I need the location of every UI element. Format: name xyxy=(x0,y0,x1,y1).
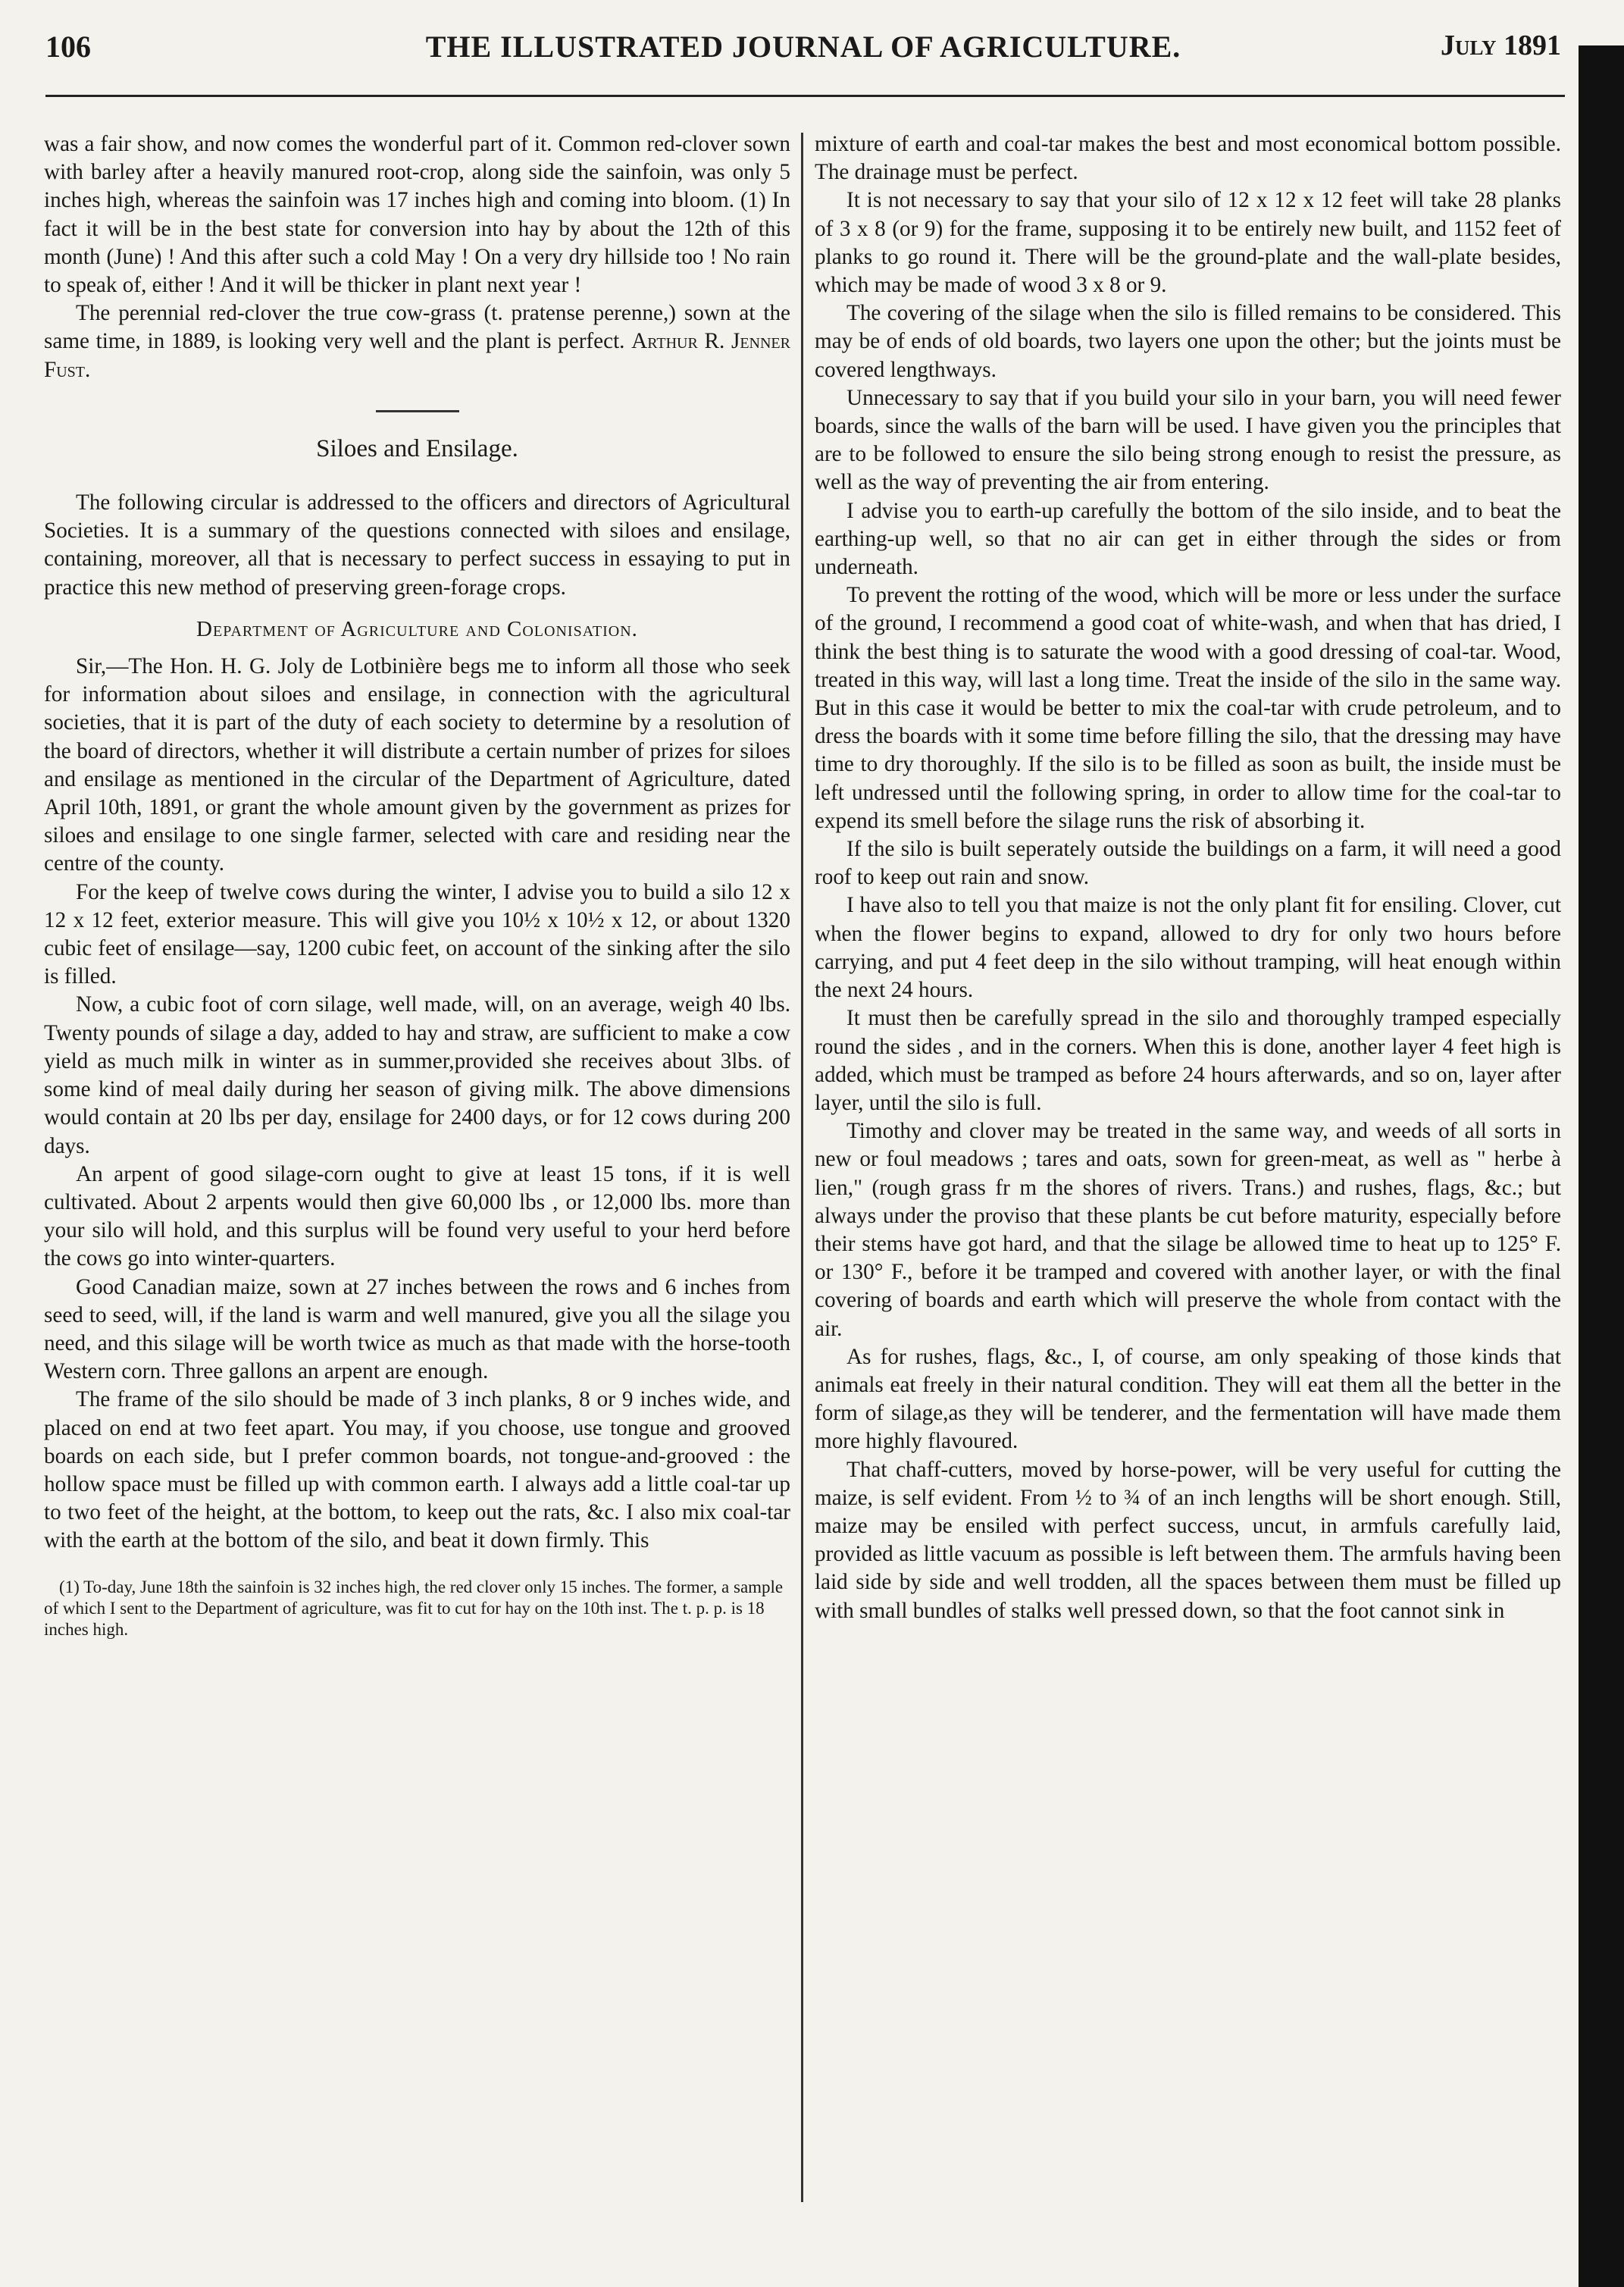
paragraph: Sir,—The Hon. H. G. Joly de Lotbinière begs me to inform all those who seek for information about siloes and ensilage, in connection with the agricultural societies, that it is part of the duty of each society to determine by a resolution of the board of directors, whether it will distribute a certain number of prizes for siloes and ensilage as mentioned in the circular of the Department of Agriculture, dated April 10th, 1891, or grant the whole amount given by the government as prizes for siloes and ensilage to one single farmer, selected with care and residing near the centre of the county. xyxy=(44,654,790,876)
paragraph-text: The perennial red-clover the true cow-grass (t. pratense perenne,) sown at the same time, in 1889, is looking very well and the plant is perfect. xyxy=(44,301,790,354)
page-edge-shadow xyxy=(1579,45,1624,2287)
section-rule xyxy=(376,410,459,412)
right-column xyxy=(815,130,1561,1625)
journal-title: THE ILLUSTRATED JOURNAL OF AGRICULTURE. xyxy=(425,30,1181,64)
paragraph: Timothy and clover may be treated in the same way, and weeds of all sorts in new or foul meadows ; tares and oats, sown for green-meat, as well as " herbe à lien," (rough grass fr m the shores of rivers. Trans.) and rushes, flags, &c.; but always under the proviso that these plants be cut before maturity, especially before their stems have got hard, and that the silage be allowed time to heat up to 125° F. or 130° F., before it be tramped and covered with another layer, or with the final covering of boards and earth which will preserve the whole from contact with the air. xyxy=(815,1119,1561,1341)
paragraph: For the keep of twelve cows during the winter, I advise you to build a silo 12 x 12 x 12 feet, exterior measure. This will give you 10½ x 10½ x 12, or about 1320 cubic feet of ensilage—say, 1200 cubic feet, on account of the sinking after the silo is filled. xyxy=(44,879,790,989)
paragraph: That chaff-cutters, moved by horse-power, will be very useful for cutting the maize, is self evident. From ½ to ¾ of an inch lengths will be short enough. Still, maize may be ensiled with perfect success, uncut, in armfuls carefully laid, provided as little vacuum as possible is left between them. The armfuls having been laid side by side and well trodden, all the spaces between them must be filled up with small bundles of stalks well pressed down, so that the foot cannot sink in xyxy=(815,1457,1561,1623)
paragraph xyxy=(44,299,790,384)
footnote-text: (1) To-day, June 18th the sainfoin is 32 inches high, the red clover only 15 inches. The former, a sample of which I sent to the Department of agriculture, was fit to cut for hay on the 10th inst. The t. p. p. is 18 inches high. xyxy=(44,1577,784,1639)
footnote xyxy=(44,1577,790,1640)
paragraph: The frame of the silo should be made of 3 inch planks, 8 or 9 inches wide, and placed on end at two feet apart. You may, if you choose, use tongue and grooved boards on each side, but I prefer common boards, not tongue-and-grooved : the hollow space must be filled up with common earth. I always add a little coal-tar up to two feet of the height, at the bottom, to keep out the rats, &c. I also mix coal-tar with the earth at the bottom of the silo, and beat it down firmly. This xyxy=(44,1387,790,1553)
paragraph: was a fair show, and now comes the wonderful part of it. Common red-clover sown with barley after a heavily manured root-crop, along side the sainfoin, was only 5 inches high, whereas the sainfoin was 17 inches high and coming into bloom. (1) In fact it will be in the best state for conversion into hay by about the 12th of this month (June) ! And this after such a cold May ! On a very dry hillside too ! No rain to speak of, either ! And it will be thicker in plant next year ! xyxy=(44,132,790,298)
paragraph: I have also to tell you that maize is not the only plant fit for ensiling. Clover, cut when the flower begins to expand, allowed to dry for only two hours before carrying, and put 4 feet deep in the silo without tramping, will heat enough within the next 24 hours. xyxy=(815,893,1561,1003)
page-header xyxy=(45,29,1561,74)
paragraph: Good Canadian maize, sown at 27 inches between the rows and 6 inches from seed to seed, will, if the land is warm and well manured, give you all the silage you need, and this silage will be worth twice as much as that made with the horse-tooth Western corn. Three gallons an arpent are enough. xyxy=(44,1274,790,1384)
paragraph: To prevent the rotting of the wood, which will be more or less under the surface of the ground, I recommend a good coat of white-wash, and when that has dried, I think the best thing is to saturate the wood with a good dressing of coal-tar. Wood, treated in this way, will last a long time. Treat the inside of the silo in the same way. But in this case it would be better to mix the coal-tar with crude petroleum, and to dress the boards with it some time before filling the silo, that the dressing may have time to dry thoroughly. If the silo is to be filled as soon as built, the inside must be left undressed until the following spring, in order to allow time for the coal-tar to expend its smell before the silage runs the risk of absorbing it. xyxy=(815,583,1561,833)
paragraph: As for rushes, flags, &c., I, of course, am only speaking of those kinds that animals eat freely in their natural condition. They will eat them all the better in the form of silage,as they will be tenderer, and the fermentation will have made them more highly flavoured. xyxy=(815,1344,1561,1454)
issue-date: July 1891 xyxy=(1440,30,1561,61)
paragraph: It must then be carefully spread in the silo and thoroughly tramped especially round the sides , and in the corners. When this is done, another layer 4 feet high is added, which must be tramped as before 24 hours afterwards, and so on, layer after layer, until the silo is full. xyxy=(815,1006,1561,1115)
paragraph: The covering of the silage when the silo is filled remains to be considered. This may be of ends of old boards, two layers one upon the other; but the joints must be covered lengthways. xyxy=(815,301,1561,382)
page-number: 106 xyxy=(45,30,91,64)
paragraph: An arpent of good silage-corn ought to give at least 15 tons, if it is well cultivated. About 2 arpents would then give 60,000 lbs , or 12,000 lbs. more than your silo will hold, and this surplus will be found very useful to your herd before the cows go into winter-quarters. xyxy=(44,1161,790,1271)
paragraph: Now, a cubic foot of corn silage, well made, will, on an average, weigh 40 lbs. Twenty pounds of silage a day, added to hay and straw, are sufficient to make a cow yield as much milk in winter as in summer,provided she receives about 3lbs. of some kind of meal daily during her season of giving milk. The above dimensions would contain at 20 lbs per day, ensilage for 2400 days, or for 12 cows during 200 days. xyxy=(44,992,790,1158)
paragraph: mixture of earth and coal-tar makes the best and most economical bottom possible. The drainage must be perfect. xyxy=(815,132,1561,185)
paragraph: The following circular is addressed to the officers and directors of Agricultural Societies. It is a summary of the questions connected with siloes and ensilage, containing, moreover, all that is necessary to perfect success in essaying to put in practice this new method of preserving green-forage crops. xyxy=(44,490,790,600)
left-column xyxy=(44,130,790,1640)
paragraph: If the silo is built seperately outside the buildings on a farm, it will need a good roof to keep out rain and snow. xyxy=(815,837,1561,890)
column-divider xyxy=(801,133,803,2202)
header-rule xyxy=(45,95,1565,97)
paragraph: It is not necessary to say that your silo of 12 x 12 x 12 feet will take 28 planks of 3 x 8 (or 9) for the frame, supposing it to be entirely new built, and 1152 feet of planks to go round it. There will be the ground-plate and the wall-plate besides, which may be made of wood 3 x 8 or 9. xyxy=(815,188,1561,298)
paragraph: Unnecessary to say that if you build your silo in your barn, you will need fewer boards, since the walls of the barn will be used. I have given you the principles that are to be followed to ensure the silo being strong enough to resist the pressure, as well as the way of preventing the air from entering. xyxy=(815,385,1561,495)
department-heading: Department of Agriculture and Colonisation. xyxy=(196,616,638,641)
author-signature: Arthur R. Jenner Fust. xyxy=(44,329,790,382)
paragraph: I advise you to earth-up carefully the bottom of the silo inside, and to beat the earthing-up well, so that no air can get in either through the sides or from underneath. xyxy=(815,498,1561,580)
section-title: Siloes and Ensilage. xyxy=(316,434,518,462)
